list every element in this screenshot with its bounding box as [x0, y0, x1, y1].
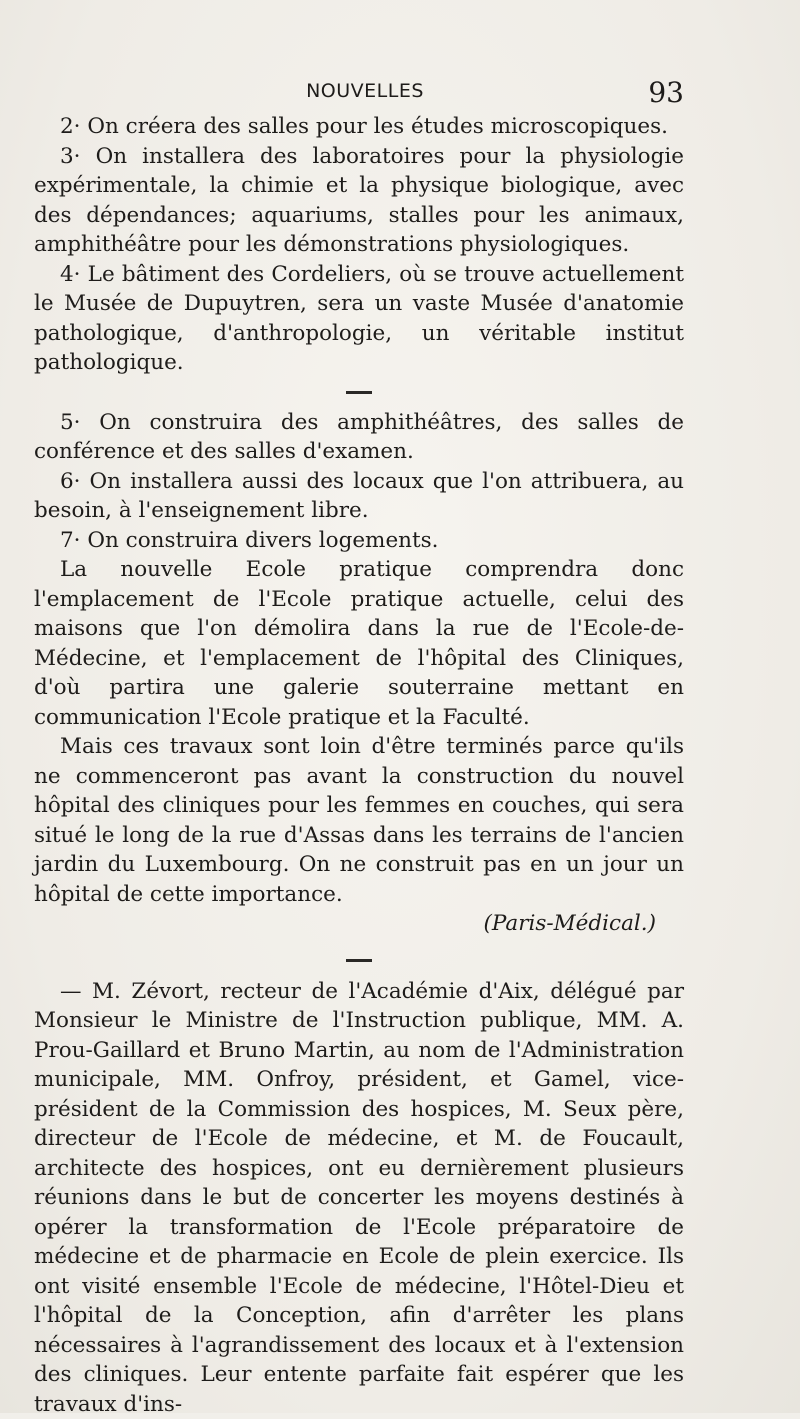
item-2-paragraph: 2· On créera des salles pour les études microscopiques. — [34, 112, 684, 142]
running-title: NOUVELLES — [36, 80, 694, 102]
zevort-paragraph: — M. Zévort, recteur de l'Académie d'Aix, délégué par Monsieur le Ministre de l'Instruction publique, MM. A. Prou-Gaillard et Bruno Martin, au nom de l'Administration municipale, MM. Onfroy, président, et Gamel, vice-président de la Commission des hospices, M. Seux père, directeur de l'Ecole de médecine, et M. de Foucault, architecte des hospices, ont eu dernièrement plusieurs réunions dans le but de concerter les moyens destinés à opérer la transformation de l'Ecole préparatoire de médecine et de pharmacie en Ecole de plein exercice. Ils ont visité ensemble l'Ecole de médecine, l'Hôtel-Dieu et l'hôpital de la Conception, afin d'arrêter les plans nécessaires à l'agrandissement des locaux et à l'extension des cliniques. Leur entente parfaite fait espérer que les travaux d'ins- — [34, 977, 684, 1419]
travaux-paragraph: Mais ces travaux sont loin d'être terminés parce qu'ils ne commenceront pas avant la construction du nouvel hôpital des cliniques pour les femmes en couches, qui sera situé le long de la rue d'Assas dans les terrains de l'ancien jardin du Luxembourg. On ne construit pas en un jour un hôpital de cette importance. — [34, 732, 684, 909]
item-4-paragraph: 4· Le bâtiment des Cordeliers, où se trouve actuellement le Musée de Dupuytren, sera un vaste Musée d'anatomie pathologique, d'anthropologie, un véritable institut pathologique. — [34, 260, 684, 378]
running-head — [36, 76, 694, 110]
item-3-paragraph: 3· On installera des laboratoires pour la physiologie expérimentale, la chimie et la physique biologique, avec des dépendances; aquariums, stalles pour les animaux, amphithéâtre pour les démonstrations physiologiques. — [34, 142, 684, 260]
page-number: 93 — [648, 76, 684, 109]
article-body — [34, 112, 684, 1419]
item-6-paragraph: 6· On installera aussi des locaux que l'on attribuera, au besoin, à l'enseignement libre. — [34, 467, 684, 526]
item-7-paragraph: 7· On construira divers logements. — [34, 526, 684, 556]
source-citation: (Paris-Médical.) — [34, 909, 684, 939]
section-separator — [346, 391, 372, 394]
item-5-paragraph: 5· On construira des amphithéâtres, des salles de conférence et des salles d'examen. — [34, 408, 684, 467]
section-separator — [346, 959, 372, 962]
ecole-pratique-paragraph: La nouvelle Ecole pratique comprendra donc l'emplacement de l'Ecole pratique actuelle, celui des maisons que l'on démolira dans la rue de l'Ecole-de-Médecine, et l'emplacement de l'hôpital des Cliniques, d'où partira une galerie souterraine mettant en communication l'Ecole pratique et la Faculté. — [34, 555, 684, 732]
